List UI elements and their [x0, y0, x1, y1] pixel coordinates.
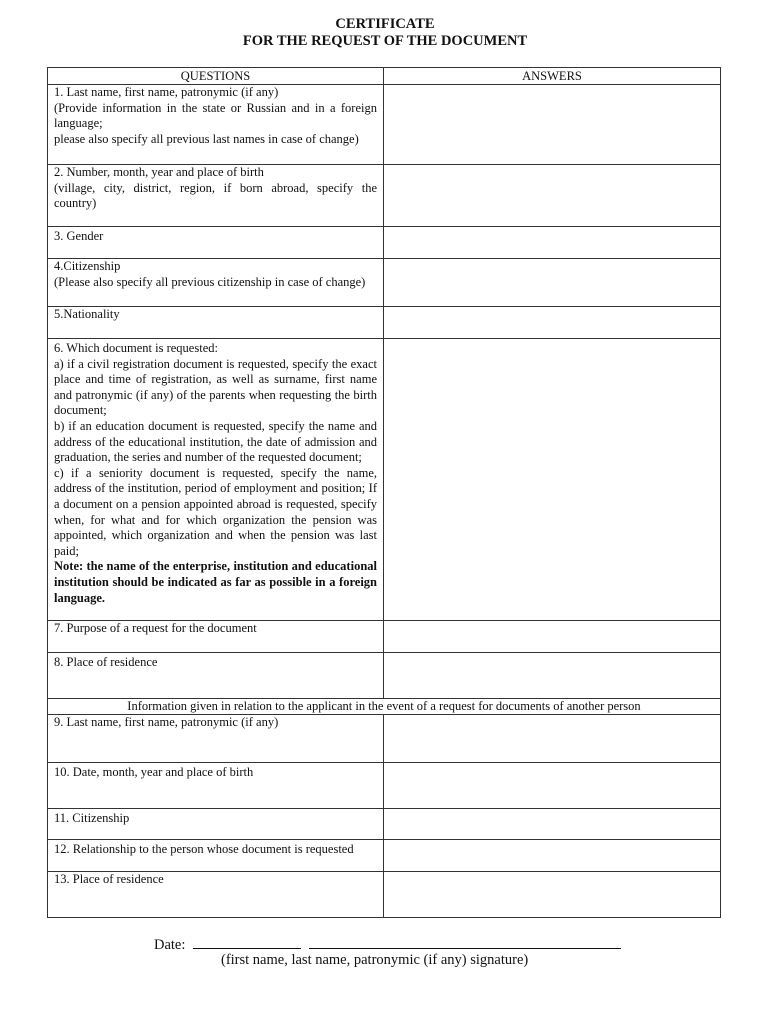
question-2-title: 2. Number, month, year and place of birth: [54, 165, 264, 179]
table-row: [48, 339, 721, 621]
date-label: Date:: [154, 937, 186, 953]
table-row: [48, 165, 721, 227]
date-blank[interactable]: [193, 935, 301, 949]
question-2-hint: (village, city, district, region, if born abroad, specify the country): [54, 180, 377, 211]
table-row: [48, 307, 721, 339]
question-4: [48, 259, 384, 307]
question-6-option-c: c) if a seniority document is requested, specify the name, address of the institution, period of employment and position; If a document on a pension appointed abroad is requested, specify when, for what and for which organization the pension was appointed, which organization and when the pension was last paid;: [54, 465, 377, 558]
table-row: [48, 840, 721, 872]
answer-11-field[interactable]: [384, 809, 721, 840]
question-7: 7. Purpose of a request for the document: [48, 621, 384, 653]
question-13: 13. Place of residence: [48, 872, 384, 918]
question-6-option-a: a) if a civil registration document is requested, specify the exact place and time of registration, as well as surname, first name and patronymic (if any) of the parents when requesting the birth document;: [54, 356, 377, 418]
table-row: [48, 715, 721, 763]
question-1-title: 1. Last name, first name, patronymic (if any): [54, 85, 279, 99]
question-12: 12. Relationship to the person whose document is requested: [48, 840, 384, 872]
question-11: 11. Citizenship: [48, 809, 384, 840]
questions-header: QUESTIONS: [48, 68, 384, 85]
table-row: [48, 227, 721, 259]
answer-6-field[interactable]: [384, 339, 721, 621]
section-header: Information given in relation to the applicant in the event of a request for documents of another person: [48, 699, 721, 715]
answers-header: ANSWERS: [384, 68, 721, 85]
question-1-hint-2: please also specify all previous last names in case of change): [54, 131, 359, 146]
question-1-hint: (Provide information in the state or Russian and in a foreign language;: [54, 100, 377, 131]
answer-10-field[interactable]: [384, 763, 721, 809]
signature-caption: (first name, last name, patronymic (if any) signature): [221, 952, 529, 968]
question-5: 5.Nationality: [48, 307, 384, 339]
question-3: 3. Gender: [48, 227, 384, 259]
question-4-hint: (Please also specify all previous citizenship in case of change): [54, 274, 366, 289]
question-6-note: Note: the name of the enterprise, institution and educational institution should be indicated as far as possible in a foreign language.: [54, 559, 377, 605]
answer-2-field[interactable]: [384, 165, 721, 227]
title-line-1: CERTIFICATE: [335, 16, 435, 32]
answer-7-field[interactable]: [384, 621, 721, 653]
answer-3-field[interactable]: [384, 227, 721, 259]
answer-5-field[interactable]: [384, 307, 721, 339]
table-row: [48, 809, 721, 840]
question-4-title: 4.Citizenship: [54, 259, 121, 273]
question-6: [48, 339, 384, 621]
question-6-option-b: b) if an education document is requested, specify the name and address of the educational institution, the date of admission and graduation, the series and number of the requested document;: [54, 418, 377, 465]
signature-blank[interactable]: [309, 935, 621, 949]
question-6-title: 6. Which document is requested:: [54, 341, 218, 355]
answer-13-field[interactable]: [384, 872, 721, 918]
table-row: [48, 653, 721, 699]
question-1: [48, 85, 384, 165]
table-row: [48, 621, 721, 653]
title-line-2: FOR THE REQUEST OF THE DOCUMENT: [242, 33, 528, 49]
section-header-row: [48, 699, 721, 715]
question-8: 8. Place of residence: [48, 653, 384, 699]
question-9: 9. Last name, first name, patronymic (if any): [48, 715, 384, 763]
answer-8-field[interactable]: [384, 653, 721, 699]
table-row: [48, 763, 721, 809]
question-10: 10. Date, month, year and place of birth: [48, 763, 384, 809]
document-title: [0, 16, 770, 50]
question-2: [48, 165, 384, 227]
table-row: [48, 85, 721, 165]
table-row: [48, 259, 721, 307]
table-header-row: [48, 68, 721, 85]
questionnaire-table: [47, 67, 721, 918]
answer-4-field[interactable]: [384, 259, 721, 307]
answer-9-field[interactable]: [384, 715, 721, 763]
answer-1-field[interactable]: [384, 85, 721, 165]
answer-12-field[interactable]: [384, 840, 721, 872]
table-row: [48, 872, 721, 918]
